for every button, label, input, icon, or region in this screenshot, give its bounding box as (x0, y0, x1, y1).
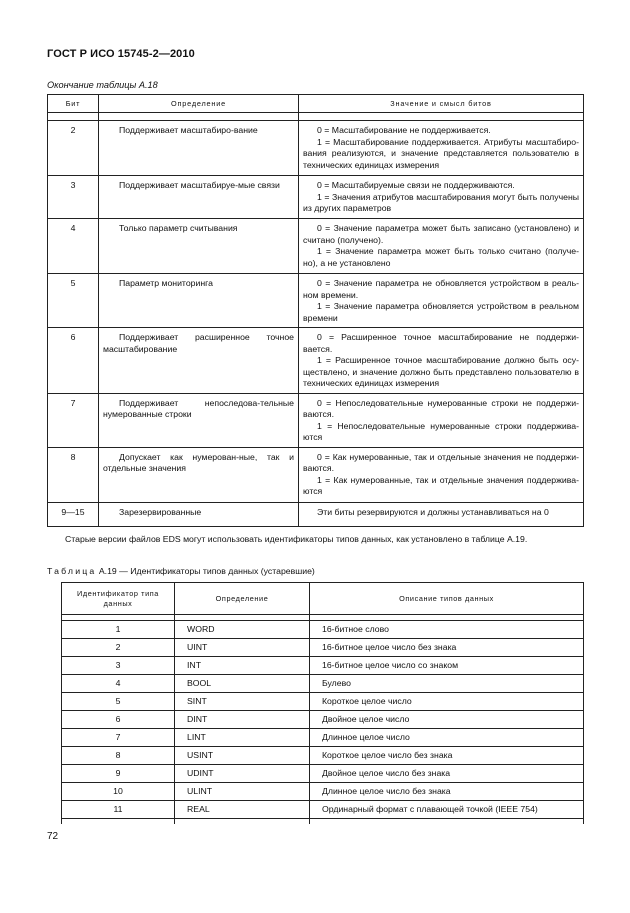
table-row (62, 639, 584, 657)
definition-cell: Поддерживает масштабируе-мые связи (119, 180, 280, 190)
type-description-cell: Длинное целое число (310, 729, 584, 747)
table-a19-caption (47, 566, 315, 576)
type-description-cell: 16-битное слово (310, 621, 584, 639)
definition-cell: Только параметр считывания (119, 223, 238, 233)
column-header-id: Идентификатор типа данных (62, 583, 175, 615)
meaning-line: Эти биты резервируются и должны устанавливаться на 0 (317, 506, 549, 517)
bit-cell: 6 (48, 328, 99, 394)
table-row (62, 693, 584, 711)
table-a19 (61, 582, 584, 824)
column-header-definition: Определение (175, 583, 310, 615)
table-row (62, 675, 584, 693)
type-description-cell: Длинное целое число без знака (310, 783, 584, 801)
column-header-meaning: Значение и смысл битов (299, 95, 584, 113)
table-row (62, 747, 584, 765)
meaning-line: 0 = Значение параметра не обновляется устройством в реаль-ном времени. (303, 278, 579, 300)
type-description-cell: Двойное целое число (310, 711, 584, 729)
type-description-cell: Ординарный формат с плавающей точкой (IEEE 754) (310, 801, 584, 819)
table-row (48, 502, 584, 526)
table-row (48, 121, 584, 176)
table-row (62, 621, 584, 639)
definition-cell: Параметр мониторинга (119, 278, 213, 288)
type-id-cell: 6 (62, 711, 175, 729)
type-id-cell: 2 (62, 639, 175, 657)
type-definition-cell: ULINT (175, 783, 310, 801)
definition-cell: Поддерживает масштабиро-вание (119, 125, 258, 135)
type-description-cell: Короткое целое число (310, 693, 584, 711)
table-row (48, 393, 584, 447)
meaning-line: 0 = Как нумерованные, так и отдельные значения не поддержи-ваются. (303, 451, 579, 473)
type-id-cell: 4 (62, 675, 175, 693)
meaning-line: 1 = Масштабирование поддерживается. Атрибуты масштабиро-вания реализуются, и значение представляется пользователю в технических единицах измерения (303, 136, 579, 170)
type-definition-cell: INT (175, 657, 310, 675)
type-id-cell: 8 (62, 747, 175, 765)
type-id-cell: 7 (62, 729, 175, 747)
column-header-description: Описание типов данных (310, 583, 584, 615)
table-row (62, 729, 584, 747)
bit-cell: 7 (48, 393, 99, 447)
table-a19-caption-text: А.19 — Идентификаторы типов данных (устаревшие) (98, 566, 315, 576)
meaning-line: 1 = Как нумерованные, так и отдельные значения поддержива-ются (303, 474, 579, 496)
meaning-line: 1 = Значение параметра может быть только считано (получе-но), а не установлено (303, 246, 579, 268)
type-definition-cell: WORD (175, 621, 310, 639)
definition-cell: Зарезервированные (119, 506, 202, 517)
type-id-cell: 11 (62, 801, 175, 819)
bit-cell: 9—15 (48, 502, 99, 526)
type-id-cell: 3 (62, 657, 175, 675)
type-description-cell: 16-битное целое число со знаком (310, 657, 584, 675)
table-row (48, 274, 584, 328)
meaning-line: 0 = Масштабирование не поддерживается. (317, 125, 491, 135)
meaning-line: 1 = Расширенное точное масштабирование должно быть осу-ществлено, и значение должно быть представлено пользователю в технических единицах измерения (303, 355, 579, 388)
type-id-cell: 5 (62, 693, 175, 711)
meaning-line: 0 = Масштабируемые связи не поддерживаются. (317, 180, 515, 190)
type-definition-cell: LINT (175, 729, 310, 747)
column-header-definition: Определение (99, 95, 299, 113)
table-a19-caption-label: Таблица (47, 566, 97, 576)
meaning-line: 0 = Непоследовательные нумерованные строки не поддержи-ваются. (303, 397, 579, 419)
table-row (48, 176, 584, 219)
type-id-cell: 9 (62, 765, 175, 783)
type-definition-cell: SINT (175, 693, 310, 711)
meaning-line: 1 = Значение параметра обновляется устройством в реальном времени (303, 301, 579, 323)
type-id-cell: 10 (62, 783, 175, 801)
table-row (62, 783, 584, 801)
bit-cell: 4 (48, 219, 99, 274)
table-row (62, 801, 584, 819)
meaning-line: 0 = Расширенное точное масштабирование не поддержи-вается. (303, 332, 579, 354)
type-definition-cell: BOOL (175, 675, 310, 693)
page-number: 72 (47, 831, 59, 842)
type-definition-cell: UDINT (175, 765, 310, 783)
column-header-bit: Бит (48, 95, 99, 113)
type-id-cell: 1 (62, 621, 175, 639)
type-description-cell: 16-битное целое число без знака (310, 639, 584, 657)
bit-cell: 2 (48, 121, 99, 176)
table-row (48, 328, 584, 394)
type-description-cell: Булево (310, 675, 584, 693)
definition-cell: Поддерживает расширенное точное масштабирование (103, 332, 294, 354)
type-definition-cell: REAL (175, 801, 310, 819)
type-definition-cell: DINT (175, 711, 310, 729)
table-row (48, 219, 584, 274)
meaning-line: 1 = Непоследовательные нумерованные строки поддержива-ются (303, 420, 579, 442)
type-description-cell: Короткое целое число без знака (310, 747, 584, 765)
definition-cell: Допускает как нумерован-ные, так и отдельные значения (103, 451, 294, 473)
meaning-line: 0 = Значение параметра может быть записано (установлено) и считано (получено). (303, 223, 579, 245)
document-header: ГОСТ Р ИСО 15745-2—2010 (47, 48, 195, 60)
definition-cell: Поддерживает непоследова-тельные нумерованные строки (103, 397, 294, 419)
type-definition-cell: UINT (175, 639, 310, 657)
bit-cell: 8 (48, 447, 99, 502)
table-a18 (47, 94, 584, 527)
body-paragraph: Старые версии файлов EDS могут использовать идентификаторы типов данных, как установлено в таблице А.19. (65, 534, 528, 544)
bit-cell: 5 (48, 274, 99, 328)
table-a18-caption: Окончание таблицы А.18 (47, 80, 158, 90)
table-row (62, 657, 584, 675)
table-row (48, 447, 584, 502)
type-definition-cell: USINT (175, 747, 310, 765)
table-row (62, 765, 584, 783)
bit-cell: 3 (48, 176, 99, 219)
type-description-cell: Двойное целое число без знака (310, 765, 584, 783)
table-row (62, 711, 584, 729)
meaning-line: 1 = Значения атрибутов масштабирования могут быть получены из других параметров (303, 191, 579, 213)
